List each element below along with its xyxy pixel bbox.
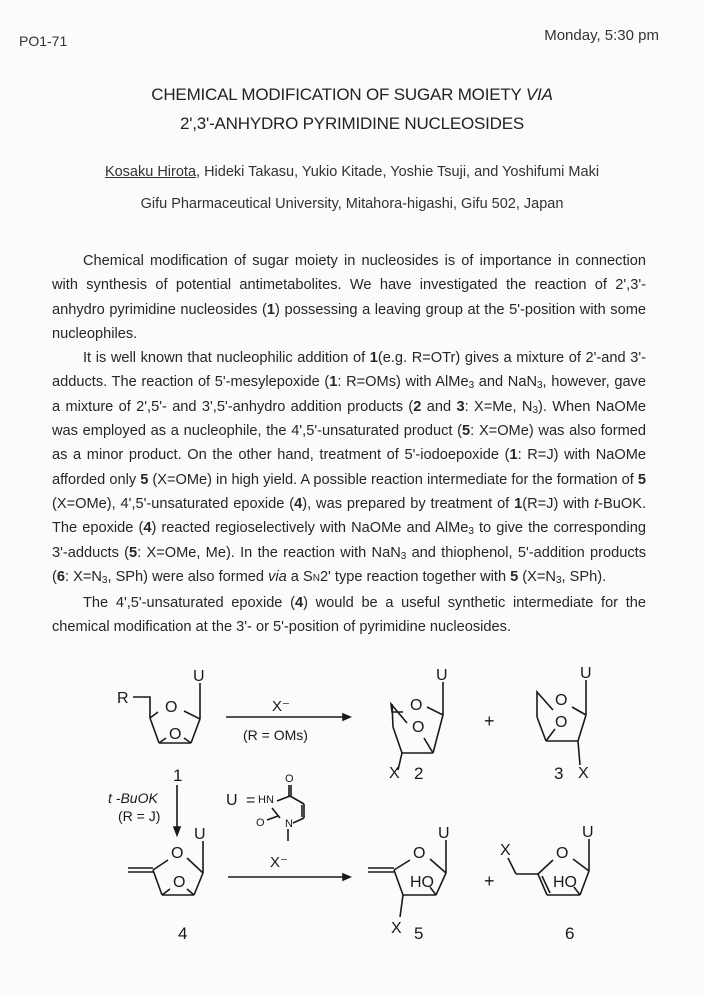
svg-text:(R = J): (R = J)	[118, 808, 161, 824]
svg-text:U: U	[436, 667, 448, 684]
abstract-code: PO1-71	[19, 33, 68, 49]
svg-text:=: =	[246, 792, 256, 809]
paragraph-2: It is well known that nucleophilic addition of 1(e.g. R=OTr) gives a mixture of 2'-and 3'-adducts. The reaction of 5'-mesylepoxide (1: R=OMs) with AlMe$_3$ and NaN$_3$, however, gave a mixture of 2',5'- and 3',5'-anhydro addition products (2 and 3: X=Me, $N_3$). When NaOMe was employed as a nucleophile, the 4',5'-unsaturated product (5: X=OMe) was also formed as a minor product. On the other hand, treatment of 5'-iodoepoxide (1: R=J) with NaOMe afforded only 5 (X=OMe) in high yield. A possible reaction intermediate for the formation of 5 (X=OMe), 4',5'-unsaturated epoxide (4), was prepared by treatment of 1(R=J) with t-BuOK. The epoxide (4) reacted regioselectively with NaOMe and AlMe$_3$ to give the corresponding 3'-adducts (5: X=OMe, Me). In the reaction with NaN$_3$ and thiophenol, 5'-addition products (6: $X=N_3$, SPh) were also formed via a SN2' type reaction together with 5 ($X=N_3$, SPh).	[52, 350, 647, 586]
svg-text:O: O	[285, 773, 294, 785]
svg-text:O: O	[171, 845, 184, 862]
svg-text:t -BuOK: t -BuOK	[108, 790, 158, 806]
svg-text:R: R	[117, 690, 129, 707]
abstract-body	[52, 249, 646, 640]
co-authors: , Hideki Takasu, Yukio Kitade, Yoshie Tsuji, and Yoshifumi Maki	[196, 164, 600, 180]
paragraph-1: Chemical modification of sugar moiety in nucleosides is of importance in connection with synthesis of potential antimetabolites. We have investigated the reaction of 2',3'-anhydro pyrimidine nucleosides (1) possessing a leaving group at the 5'-position with some nucleophiles.	[52, 253, 646, 342]
svg-text:O: O	[169, 726, 182, 743]
svg-text:4: 4	[178, 924, 188, 943]
title-italic-via: VIA	[525, 85, 553, 104]
svg-text:X: X	[578, 765, 589, 782]
svg-text:3: 3	[554, 764, 564, 783]
svg-text:U: U	[193, 668, 205, 685]
svg-text:5: 5	[414, 924, 424, 943]
paragraph-3: The 4',5'-unsaturated epoxide (4) would be a useful synthetic intermediate for the chemical modification at the 3'- or 5'-position of pyrimidine nucleosides.	[52, 595, 647, 636]
compound-1-structure	[117, 668, 205, 785]
svg-text:(R = OMs): (R = OMs)	[243, 727, 308, 743]
svg-text:O: O	[555, 714, 568, 731]
svg-text:X: X	[500, 842, 511, 859]
svg-text:O: O	[412, 719, 425, 736]
svg-text:U: U	[438, 825, 450, 842]
svg-text:HN: HN	[258, 794, 274, 806]
plus-sign-1: +	[484, 711, 495, 731]
svg-text:X⁻: X⁻	[272, 698, 290, 715]
session-time: Monday, 5:30 pm	[544, 27, 659, 44]
affiliation: Gifu Pharmaceutical University, Mitahora-higashi, Gifu 502, Japan	[140, 196, 564, 212]
author-list	[0, 164, 704, 180]
svg-text:U: U	[194, 826, 206, 843]
svg-text:N: N	[285, 818, 293, 830]
compound-5-structure	[368, 825, 450, 943]
svg-text:U: U	[580, 665, 592, 682]
title-line-1	[0, 85, 704, 105]
reaction-arrow-down	[108, 785, 180, 835]
svg-text:1: 1	[173, 766, 183, 785]
svg-text:HO: HO	[553, 874, 577, 891]
svg-text:O: O	[165, 699, 178, 716]
compound-3-structure	[537, 665, 592, 783]
svg-text:O: O	[173, 874, 186, 891]
svg-text:O: O	[555, 692, 568, 709]
svg-text:X: X	[389, 765, 400, 782]
svg-text:O: O	[410, 697, 423, 714]
reaction-arrow-1	[226, 698, 350, 743]
compound-6-structure	[500, 824, 594, 943]
reaction-arrow-2	[228, 854, 350, 880]
compound-2-structure	[389, 667, 448, 783]
svg-text:U: U	[226, 792, 238, 809]
svg-text:O: O	[413, 845, 426, 862]
svg-text:O: O	[256, 817, 265, 829]
svg-text:HO: HO	[410, 874, 434, 891]
plus-sign-2: +	[484, 871, 495, 891]
svg-text:X: X	[391, 920, 402, 937]
title-line-2: 2',3'-ANHYDRO PYRIMIDINE NUCLEOSIDES	[179, 114, 525, 133]
svg-text:6: 6	[565, 924, 575, 943]
reaction-scheme	[0, 655, 704, 989]
svg-text:U: U	[582, 824, 594, 841]
presenting-author: Kosaku Hirota	[104, 164, 197, 180]
svg-text:X⁻: X⁻	[270, 854, 288, 871]
compound-4-structure	[128, 826, 206, 943]
svg-text:2: 2	[414, 764, 424, 783]
uracil-definition	[226, 773, 304, 841]
svg-text:O: O	[556, 845, 569, 862]
title-text: CHEMICAL MODIFICATION OF SUGAR MOIETY	[151, 85, 526, 104]
